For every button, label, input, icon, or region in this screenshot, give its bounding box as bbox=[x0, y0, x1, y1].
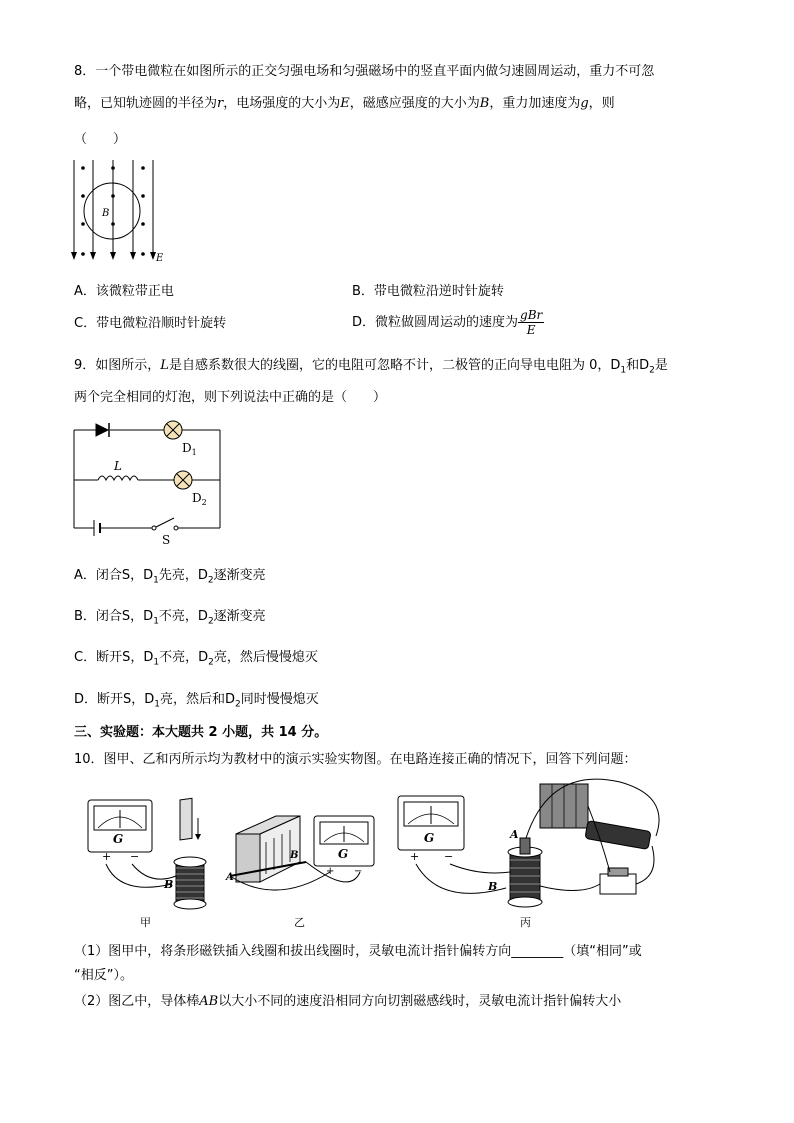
q9-fig-d1-sub: 1 bbox=[191, 448, 197, 457]
q9-c-s1: 1 bbox=[153, 657, 160, 668]
q8-text1: 一个带电微粒在如图所示的正交匀强电场和匀强磁场中的竖直平面内做匀速圆周运动，重力不可忽 bbox=[95, 64, 655, 79]
q9-sub1: 1 bbox=[620, 365, 627, 376]
q9-fig-label-s: S bbox=[162, 533, 171, 546]
caption-jia: 甲 bbox=[140, 916, 151, 929]
q10-part1-line1 bbox=[74, 942, 642, 962]
q9-fig-d2-letter: D bbox=[192, 491, 202, 505]
jia-minus: − bbox=[130, 850, 140, 863]
q9-b-s1: 1 bbox=[153, 616, 159, 627]
q9-fig-label-d1 bbox=[182, 441, 197, 457]
q8-field-figure bbox=[66, 158, 176, 266]
q8-option-d-text: D．微粒做圆周运动的速度为 bbox=[352, 315, 519, 330]
caption-yi: 乙 bbox=[294, 916, 305, 929]
q8-number: 8． bbox=[74, 64, 96, 79]
q9-fig-d2-sub: 2 bbox=[201, 498, 207, 507]
q8-option-d-fraction bbox=[518, 308, 544, 337]
q8-sym-e: E bbox=[340, 96, 350, 111]
q8-option-b: B．带电微粒沿逆时针旋转 bbox=[352, 284, 504, 299]
q10-p2-text-a: （2）图乙中，导体棒 bbox=[74, 994, 200, 1009]
q8-fig-label-e: E bbox=[156, 253, 164, 264]
q9-c-t2: 不亮，D bbox=[159, 650, 209, 665]
q10-part1-line2: “相反”）。 bbox=[74, 968, 133, 983]
q9-sub2: 2 bbox=[649, 365, 655, 376]
q10-p1-hint: （填“相同”或 bbox=[563, 944, 642, 959]
q8-stem-line1 bbox=[74, 62, 654, 82]
q10-p2-text-b: 以大小不同的速度沿相同方向切割磁感线时，灵敏电流计指针偏转大小 bbox=[218, 994, 622, 1009]
q9-a-t1: A．闭合S，D bbox=[74, 568, 154, 583]
q9-option-d bbox=[74, 690, 319, 715]
q9-text4: 是 bbox=[654, 358, 668, 373]
q8-sym-b: B bbox=[479, 96, 490, 111]
q9-a-t2: 先亮，D bbox=[158, 568, 208, 583]
jia-label-b: B bbox=[164, 878, 174, 891]
bing-plus: + bbox=[410, 850, 420, 863]
q9-circuit-figure bbox=[70, 418, 230, 546]
q10-part2 bbox=[74, 992, 621, 1012]
q9-number: 9． bbox=[74, 358, 96, 373]
q8-text2b: ，电场强度的大小为 bbox=[223, 96, 341, 111]
bing-minus: − bbox=[444, 850, 454, 863]
q9-a-s1: 1 bbox=[153, 575, 159, 586]
q9-a-s2: 2 bbox=[207, 575, 214, 586]
q9-option-c bbox=[74, 648, 318, 673]
q8-option-a: A．该微粒带正电 bbox=[74, 284, 174, 299]
q9-c-t1: C．断开S，D bbox=[74, 650, 154, 665]
q9-b-s2: 2 bbox=[207, 616, 214, 627]
q9-c-s2: 2 bbox=[208, 657, 214, 668]
q9-option-b bbox=[74, 607, 266, 632]
q9-b-t3: 逐渐变亮 bbox=[213, 609, 266, 624]
q10-p2-sym-ab: AB bbox=[199, 994, 219, 1009]
q9-stem-line2: 两个完全相同的灯泡，则下列说法中正确的是（ ） bbox=[74, 390, 387, 405]
yi-minus: − bbox=[354, 866, 363, 877]
q8-text2e: ，则 bbox=[588, 96, 615, 111]
q9-text1: 如图所示， bbox=[95, 358, 161, 373]
q8-stem-line2 bbox=[74, 94, 615, 114]
section-3-title: 三、实验题：本大题共 2 小题，共 14 分。 bbox=[74, 725, 328, 740]
yi-plus: + bbox=[326, 866, 335, 877]
q10-p1-text: （1）图甲中，将条形磁铁插入线圈和拔出线圈时，灵敏电流计指针偏转方向 bbox=[74, 944, 512, 959]
q9-b-t2: 不亮，D bbox=[158, 609, 208, 624]
bing-label-a: A bbox=[510, 828, 519, 841]
q8-fraction-denominator: E bbox=[526, 323, 536, 337]
q9-c-t3: 亮，然后慢慢熄灭 bbox=[213, 650, 318, 665]
bing-label-g: G bbox=[424, 831, 435, 845]
q9-text2: 是自感系数很大的线圈，它的电阻可忽略不计，二极管的正向导电电阻为 0，D bbox=[168, 358, 621, 373]
q9-fig-d1-letter: D bbox=[182, 441, 192, 455]
q9-a-t3: 逐渐变亮 bbox=[213, 568, 266, 583]
q9-option-a bbox=[74, 566, 266, 591]
q8-option-c: C．带电微粒沿顺时针旋转 bbox=[74, 316, 227, 331]
q9-text3: 和D bbox=[626, 358, 650, 373]
q9-sym-l: L bbox=[160, 358, 169, 373]
q9-b-t1: B．闭合S，D bbox=[74, 609, 154, 624]
jia-plus: + bbox=[102, 850, 112, 863]
yi-label-b: B bbox=[290, 850, 299, 861]
q8-fraction-numerator: gBr bbox=[520, 308, 543, 322]
q8-fig-label-b: B bbox=[102, 208, 110, 219]
q10-stem: 10．图甲、乙和丙所示均为教材中的演示实验实物图。在电路连接正确的情况下，回答下列问题： bbox=[74, 752, 637, 767]
q9-stem-line1 bbox=[74, 356, 668, 381]
q9-d-s1: 1 bbox=[154, 699, 161, 710]
q8-option-d bbox=[352, 305, 544, 341]
figure-yi bbox=[225, 816, 374, 929]
q8-sym-g: g bbox=[580, 96, 589, 111]
q10-p1-blank[interactable]: ________ bbox=[511, 944, 564, 959]
q9-fig-label-l: L bbox=[114, 459, 122, 473]
q9-d-s2: 2 bbox=[235, 699, 241, 710]
jia-label-g: G bbox=[113, 832, 124, 846]
q9-d-t1: D．断开S，D bbox=[74, 692, 155, 707]
q9-d-t3: 同时慢慢熄灭 bbox=[240, 692, 319, 707]
yi-label-g: G bbox=[338, 847, 349, 861]
q8-text2c: ，磁感应强度的大小为 bbox=[349, 96, 480, 111]
caption-bing: 丙 bbox=[520, 916, 531, 929]
q9-d-t2: 亮，然后和D bbox=[160, 692, 236, 707]
bing-label-b: B bbox=[488, 880, 498, 893]
q8-text2a: 略，已知轨迹圆的半径为 bbox=[74, 96, 218, 111]
q9-fig-label-d2 bbox=[192, 491, 207, 507]
q10-experiment-figure bbox=[80, 776, 680, 936]
q8-text2d: ，重力加速度为 bbox=[489, 96, 581, 111]
q8-paren: （ ） bbox=[74, 132, 127, 147]
figure-bing bbox=[398, 779, 659, 929]
yi-label-a: A bbox=[226, 872, 234, 883]
figure-jia bbox=[88, 798, 206, 929]
q8-sym-r: r bbox=[217, 96, 224, 111]
